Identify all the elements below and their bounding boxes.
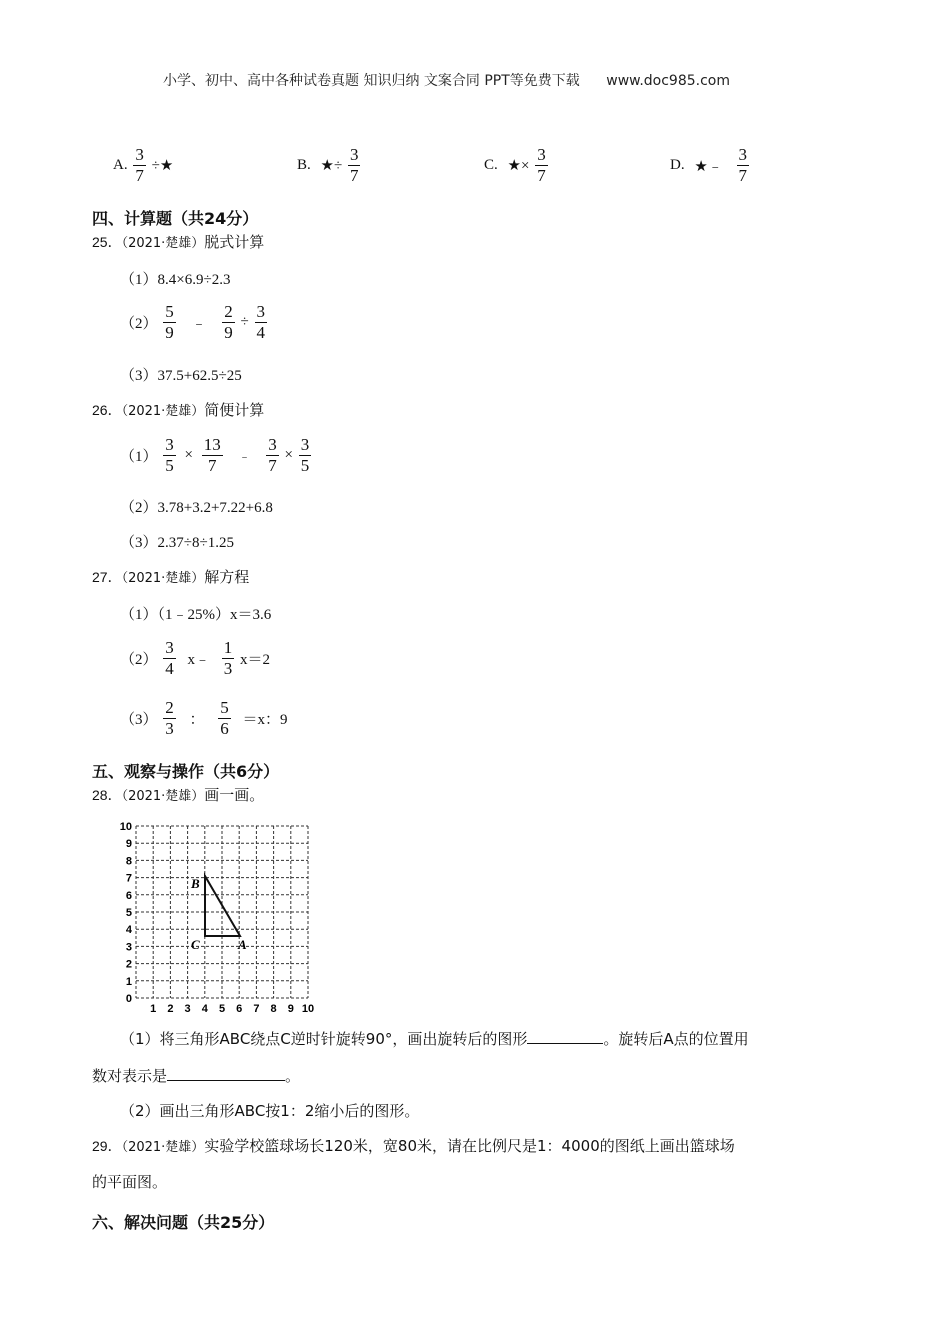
option-d-fraction <box>737 145 750 186</box>
option-b-prefix: ★÷ <box>320 158 343 174</box>
question-number: 29． <box>92 1138 122 1154</box>
fraction-numerator: 2 <box>165 698 174 717</box>
q26-part-3: （3）2.37÷8÷1.25 <box>120 535 234 551</box>
y-tick-label: 8 <box>125 855 132 868</box>
section-title: 五、观察与操作（共6分） <box>92 762 280 781</box>
coordinate-grid <box>112 820 327 1015</box>
fraction-numerator: 5 <box>165 302 174 321</box>
option-a-operator: ÷★ <box>151 158 174 174</box>
y-tick-label: 5 <box>125 907 132 919</box>
grid-lines <box>136 826 308 998</box>
fraction-denominator: 7 <box>349 166 359 185</box>
operator: × <box>184 447 193 463</box>
x-tick-label: 2 <box>167 1003 174 1015</box>
question-number: 27． <box>92 569 122 585</box>
fraction <box>163 302 176 343</box>
fraction-denominator: 3 <box>165 719 174 738</box>
ratio-colon: ： <box>189 712 205 728</box>
fraction <box>222 302 235 343</box>
header-text: 小学、初中、高中各种试卷真题 知识归纳 文案合同 PPT等免费下载 <box>163 73 580 89</box>
answer-blank[interactable] <box>527 1029 603 1044</box>
fraction-denominator: 7 <box>207 456 217 475</box>
part-label: （3） <box>120 712 158 728</box>
question-text: 实验学校篮球场长120米，宽80米，请在比例尺是1：4000的图纸上画出篮球场 <box>204 1137 735 1155</box>
x-tick-label: 10 <box>301 1003 315 1015</box>
expression-text: x＝2 <box>240 652 271 668</box>
question-25 <box>92 231 264 252</box>
option-c-prefix: ★× <box>507 158 530 174</box>
header-site: www.doc985.com <box>606 73 730 89</box>
q28-part-1-end: 。 <box>285 1067 301 1085</box>
question-number: 25． <box>92 234 122 250</box>
fraction-numerator: 3 <box>135 145 144 164</box>
question-number: 26． <box>92 402 122 418</box>
fraction-numerator: 3 <box>165 435 174 454</box>
point-b-label: B <box>191 876 200 891</box>
question-29 <box>92 1128 735 1166</box>
question-text: 解方程 <box>204 568 250 586</box>
fraction <box>222 638 235 679</box>
x-tick-label: 5 <box>218 1003 226 1015</box>
q28-part-1-text-cont: 。旋转后A点的位置用 <box>603 1030 749 1048</box>
y-tick-label: 0 <box>125 993 132 1005</box>
question-27 <box>92 566 249 587</box>
fraction-numerator: 3 <box>256 302 266 321</box>
question-text: 简便计算 <box>204 401 265 419</box>
q26-part-2: （2）3.78+3.2+7.22+6.8 <box>120 500 273 516</box>
q25-part-1: （1）8.4×6.9÷2.3 <box>120 272 231 288</box>
question-28 <box>92 784 264 805</box>
q25-part-3: （3）37.5+62.5÷25 <box>120 368 242 384</box>
fraction-denominator: 7 <box>135 166 144 185</box>
y-tick-label: 9 <box>125 838 132 851</box>
question-26 <box>92 399 264 420</box>
fraction <box>202 435 223 476</box>
fraction-denominator: 4 <box>256 323 266 342</box>
part-label: （2） <box>120 652 158 668</box>
question-number: 28． <box>92 787 122 803</box>
expression-text: x﹣ <box>187 652 211 668</box>
fraction-numerator: 13 <box>203 435 221 454</box>
x-axis-labels <box>150 1003 314 1015</box>
q27-part-2 <box>120 638 270 679</box>
fraction-denominator: 7 <box>537 166 546 185</box>
fraction <box>255 302 268 343</box>
q27-part-1: （1）（1﹣25%）x＝3.6 <box>120 607 272 623</box>
fraction-numerator: 3 <box>537 145 546 164</box>
x-tick-label: 4 <box>201 1003 208 1015</box>
fraction-denominator: 3 <box>223 659 233 678</box>
question-source: （2021·楚雄） <box>121 1140 205 1155</box>
operator: × <box>284 447 293 463</box>
option-d-prefix: ★﹣ <box>694 159 723 175</box>
fraction-numerator: 3 <box>738 145 748 164</box>
q27-part-3 <box>120 698 288 739</box>
fraction-numerator: 1 <box>223 638 233 657</box>
y-tick-label: 2 <box>125 958 132 971</box>
option-d-label: D. <box>670 157 685 173</box>
operator: ﹣ <box>238 449 251 463</box>
q26-part-1 <box>120 435 313 476</box>
fraction <box>266 435 279 476</box>
fraction <box>163 638 176 679</box>
page-header <box>163 70 730 90</box>
part-label: （2） <box>120 316 158 332</box>
y-tick-label: 4 <box>125 924 132 937</box>
question-source: （2021·楚雄） <box>121 404 205 419</box>
option-c-fraction <box>535 145 548 186</box>
fraction-numerator: 3 <box>268 435 277 454</box>
fraction-denominator: 5 <box>165 456 174 475</box>
option-a-fraction <box>133 145 146 186</box>
part-label: （1） <box>120 449 158 465</box>
option-b-fraction <box>348 145 361 186</box>
option-c <box>484 145 550 186</box>
y-tick-label: 10 <box>119 821 132 833</box>
q28-part-2: （2）画出三角形ABC按1：2缩小后的图形。 <box>120 1102 420 1120</box>
fraction <box>218 698 231 739</box>
question-source: （2021·楚雄） <box>121 236 205 251</box>
answer-blank[interactable] <box>167 1066 285 1081</box>
option-b <box>297 145 362 186</box>
fraction-denominator: 7 <box>268 456 277 475</box>
question-text: 脱式计算 <box>204 233 265 251</box>
question-29-cont: 的平面图。 <box>92 1173 168 1191</box>
expression-text: ＝x：9 <box>242 712 288 728</box>
fraction-numerator: 5 <box>220 698 229 717</box>
fraction <box>163 435 176 476</box>
x-tick-label: 7 <box>253 1003 260 1015</box>
x-tick-label: 8 <box>270 1003 277 1015</box>
question-source: （2021·楚雄） <box>121 571 205 586</box>
option-a <box>113 145 173 186</box>
point-a-label: A <box>238 937 247 952</box>
x-tick-label: 3 <box>184 1003 191 1015</box>
option-c-label: C. <box>484 157 498 173</box>
fraction <box>163 698 176 739</box>
operator: ﹣ <box>191 316 207 332</box>
q28-part-1-line-2 <box>92 1058 300 1094</box>
point-c-label: C <box>191 937 200 952</box>
fraction-numerator: 2 <box>224 302 233 321</box>
operator: ÷ <box>240 314 249 330</box>
question-source: （2021·楚雄） <box>121 789 205 804</box>
x-tick-label: 6 <box>236 1003 243 1015</box>
q28-part-1-text: （1）将三角形ABC绕点C逆时针旋转90°，画出旋转后的图形 <box>120 1030 528 1048</box>
fraction <box>299 435 312 476</box>
section-title: 六、解决问题（共25分） <box>92 1213 275 1232</box>
q25-part-2 <box>120 302 269 343</box>
question-text: 画一画。 <box>204 786 265 804</box>
x-tick-label: 9 <box>287 1003 294 1015</box>
option-a-label: A. <box>113 157 128 173</box>
fraction-denominator: 9 <box>165 323 174 342</box>
option-d <box>670 145 751 186</box>
fraction-denominator: 5 <box>300 456 310 475</box>
fraction-numerator: 3 <box>349 145 359 164</box>
fraction-denominator: 6 <box>220 719 229 738</box>
fraction-denominator: 4 <box>165 659 174 678</box>
fraction-denominator: 7 <box>738 166 748 185</box>
q28-part-1-text: 数对表示是 <box>92 1067 168 1085</box>
y-tick-label: 3 <box>125 941 132 954</box>
y-tick-label: 6 <box>125 889 132 902</box>
section-title: 四、计算题（共24分） <box>92 209 259 228</box>
fraction-numerator: 3 <box>300 435 310 454</box>
y-tick-label: 7 <box>125 872 132 885</box>
y-axis-labels <box>120 821 133 1005</box>
fraction-denominator: 9 <box>224 323 233 342</box>
y-tick-label: 1 <box>125 975 132 988</box>
option-b-label: B. <box>297 157 311 173</box>
fraction-numerator: 3 <box>165 638 174 657</box>
q28-part-1-line-1 <box>120 1021 749 1057</box>
x-tick-label: 1 <box>150 1003 157 1015</box>
